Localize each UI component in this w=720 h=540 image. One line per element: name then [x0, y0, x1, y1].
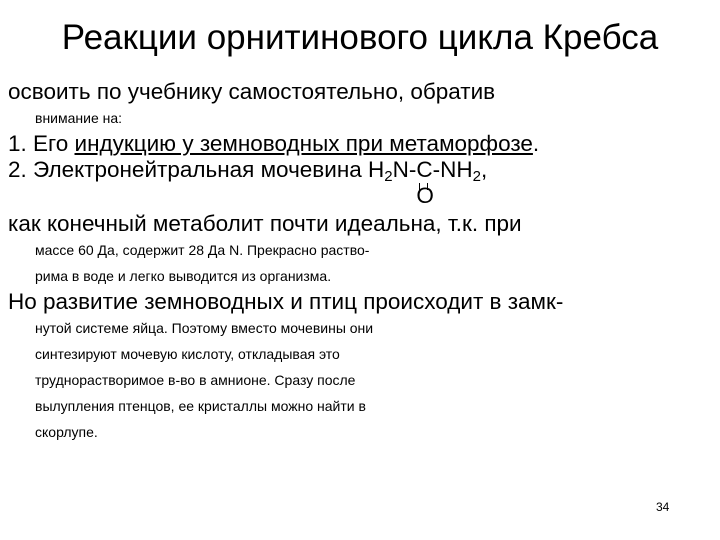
list-item-1: [8, 131, 712, 157]
formula-h: H: [368, 157, 385, 182]
slide-body: [8, 79, 712, 445]
paragraph-4-line-3: синтезируют мочевую кислоту, откладывая это: [35, 346, 340, 362]
paragraph-4-line-4: труднорастворимое в-во в амнионе. Сразу после: [35, 372, 356, 388]
paragraph-4-line-1: Но развитие земноводных и птиц происходит в замк-: [8, 289, 564, 314]
urea-formula: [368, 157, 487, 183]
list-item-2: [8, 157, 712, 183]
paragraph-3-line-3: рима в воде и легко выводится из организма.: [35, 268, 332, 284]
formula-c-label: C: [416, 157, 433, 182]
formula-n: N-: [392, 157, 417, 182]
list-item-1-prefix: 1. Его: [8, 131, 75, 156]
formula-nh-subscript: 2: [472, 168, 481, 185]
formula-h-subscript: 2: [384, 168, 393, 185]
formula-c: [416, 157, 432, 183]
formula-o: O: [416, 183, 434, 208]
paragraph-4-line-2: нутой системе яйца. Поэтому вместо мочевины они: [35, 320, 374, 336]
paragraph-4-line-5: вылупления птенцов, ее кристаллы можно найти в: [35, 398, 366, 414]
formula-oxygen-row: [8, 183, 712, 211]
list-item-1-underlined: индукцию у земноводных при метаморфозе: [74, 131, 533, 156]
list-item-2-text: 2. Электронейтральная мочевина: [8, 157, 369, 182]
formula-comma: ,: [480, 157, 488, 182]
paragraph-3-line-2: массе 60 Да, содержит 28 Да N. Прекрасно раство-: [35, 242, 370, 258]
list-item-1-suffix: .: [532, 131, 540, 156]
page-number: 34: [656, 500, 670, 514]
slide-title: Реакции орнитинового цикла Кребса: [61, 18, 659, 57]
paragraph-1-line-1: освоить по учебнику самостоятельно, обратив: [8, 79, 496, 104]
formula-nh: -NH: [432, 157, 473, 182]
paragraph-4-line-6: скорлупе.: [35, 424, 98, 440]
paragraph-1-line-2: внимание на:: [35, 110, 123, 126]
paragraph-3-line-1: как конечный метаболит почти идеальна, т.к. при: [8, 211, 522, 236]
